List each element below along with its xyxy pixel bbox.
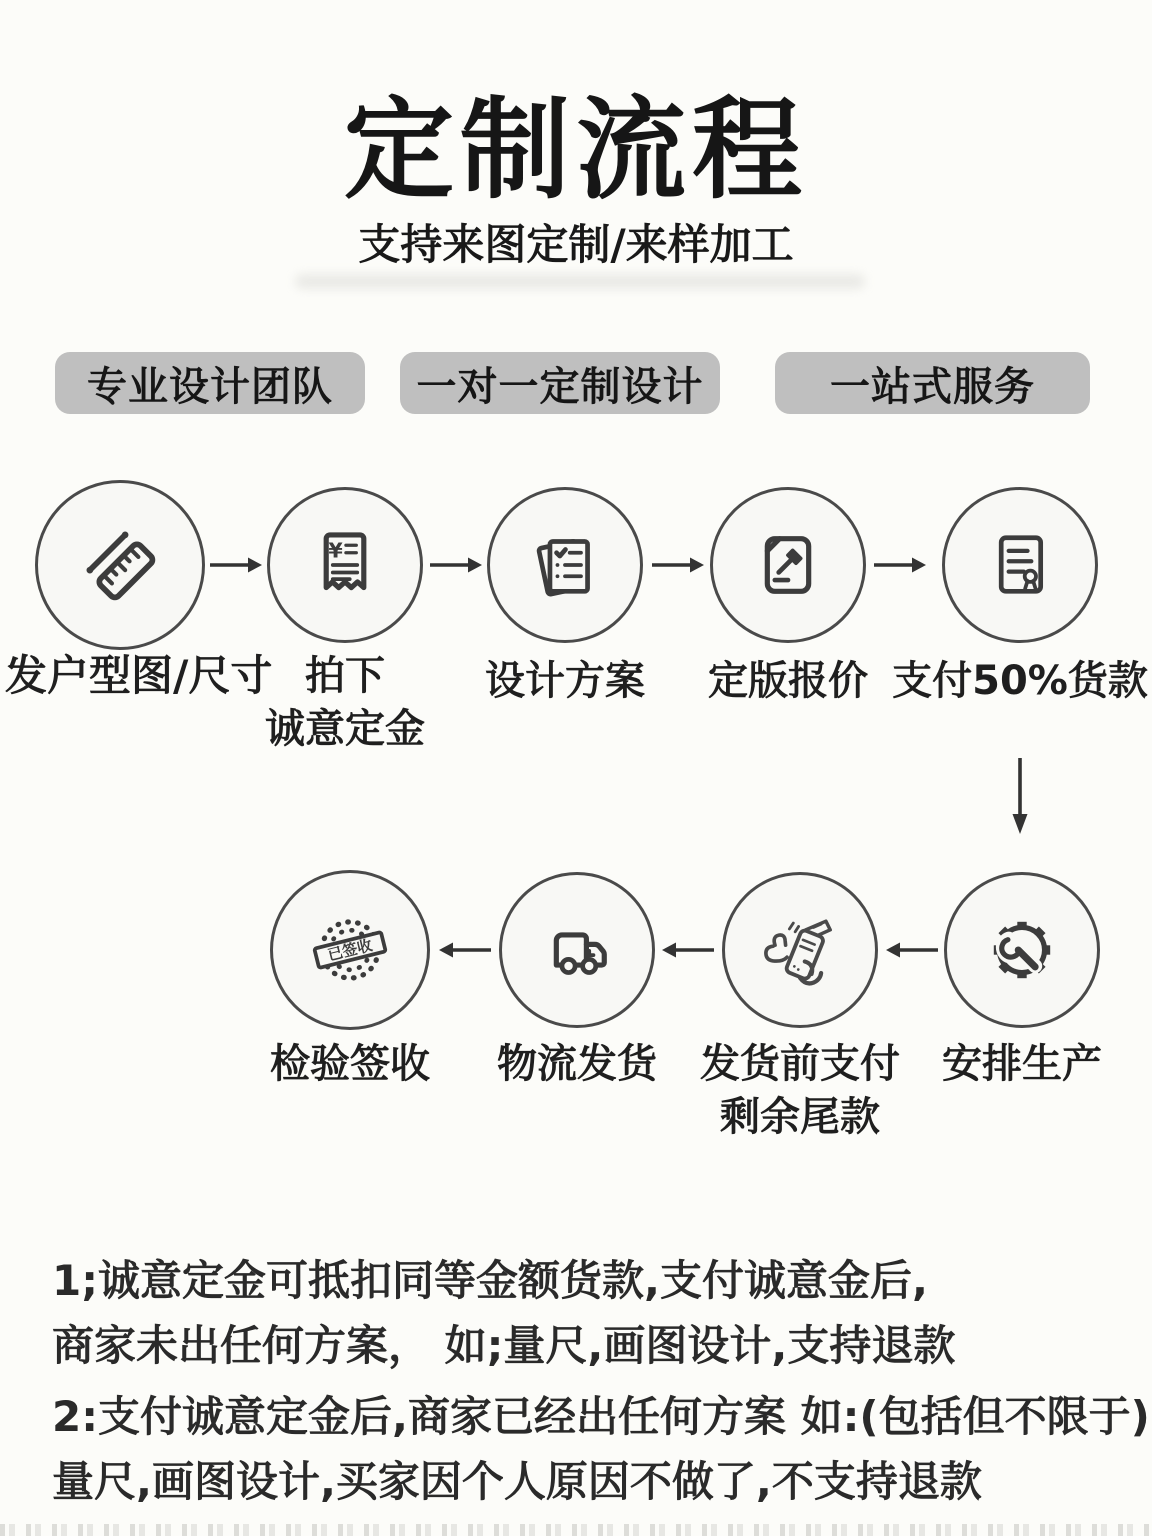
truck-icon <box>530 903 624 997</box>
arrow-left-icon <box>884 939 940 961</box>
badge-one-on-one: 一对一定制设计 <box>400 352 720 414</box>
step-circle-logistics-ship <box>499 872 655 1028</box>
step-circle-send-floorplan <box>35 480 205 650</box>
footnote-1-line2: 商家未出任何方案， 如;量尺,画图设计,支持退款 <box>52 1321 956 1371</box>
step-label-pay-balance: 发货前支付 剩余尾款 <box>700 1041 900 1140</box>
certificate-doc-icon <box>973 518 1067 612</box>
badge-one-stop: 一站式服务 <box>775 352 1090 414</box>
checklist-doc-icon <box>518 518 612 612</box>
step-label-inspect-sign: 检验签收 <box>270 1041 430 1087</box>
arrow-left-icon <box>660 939 716 961</box>
step-label-finalize-quote: 定版报价 <box>708 658 868 704</box>
footnote-2-line2: 量尺,画图设计,买家因个人原因不做了,不支持退款 <box>52 1457 982 1507</box>
footnote-1-line1: 1;诚意定金可抵扣同等金额货款,支付诚意金后, <box>52 1256 928 1305</box>
arrow-right-icon <box>650 554 706 576</box>
gear-wrench-icon <box>975 903 1069 997</box>
step-circle-pay-balance <box>722 872 878 1028</box>
step-circle-arrange-production <box>944 872 1100 1028</box>
arrow-right-icon <box>208 554 264 576</box>
step-label-pay-deposit: 拍下 诚意定金 <box>265 653 425 752</box>
phone-payment-icon <box>752 902 848 998</box>
arrow-down-icon <box>1009 756 1031 838</box>
ruler-icon <box>68 513 172 617</box>
page-title: 定制流程 <box>344 86 808 214</box>
step-circle-finalize-quote <box>710 487 866 643</box>
step-label-design-plan: 设计方案 <box>485 658 645 704</box>
watermark-smudge <box>295 274 865 289</box>
step-label-send-floorplan: 发户型图/尺寸 <box>5 651 273 700</box>
stamp-icon <box>298 898 402 1002</box>
clipped-next-section-text <box>0 1524 1152 1536</box>
stamp-text: 已签收 <box>325 935 375 965</box>
badge-design-team: 专业设计团队 <box>55 352 365 414</box>
step-label-pay-50: 支付50%货款 <box>892 658 1148 704</box>
yuan-glyph: ¥ <box>328 538 343 563</box>
step-label-logistics-ship: 物流发货 <box>497 1041 657 1087</box>
footnote-2-line1: 2:支付诚意定金后,商家已经出任何方案 如:(包括但不限于) <box>52 1392 1150 1441</box>
step-circle-inspect-sign <box>270 870 430 1030</box>
step-circle-design-plan <box>487 487 643 643</box>
step-circle-pay-50 <box>942 487 1098 643</box>
arrow-right-icon <box>872 554 928 576</box>
arrow-left-icon <box>437 939 493 961</box>
arrow-right-icon <box>428 554 484 576</box>
footnote-1 <box>52 1248 1112 1378</box>
step-label-arrange-production: 安排生产 <box>942 1041 1102 1087</box>
step-circle-pay-deposit <box>267 487 423 643</box>
footnote-2 <box>52 1384 1150 1514</box>
page-subtitle: 支持来图定制/来样加工 <box>358 220 794 269</box>
receipt-icon <box>298 518 392 612</box>
gavel-doc-icon <box>741 518 835 612</box>
